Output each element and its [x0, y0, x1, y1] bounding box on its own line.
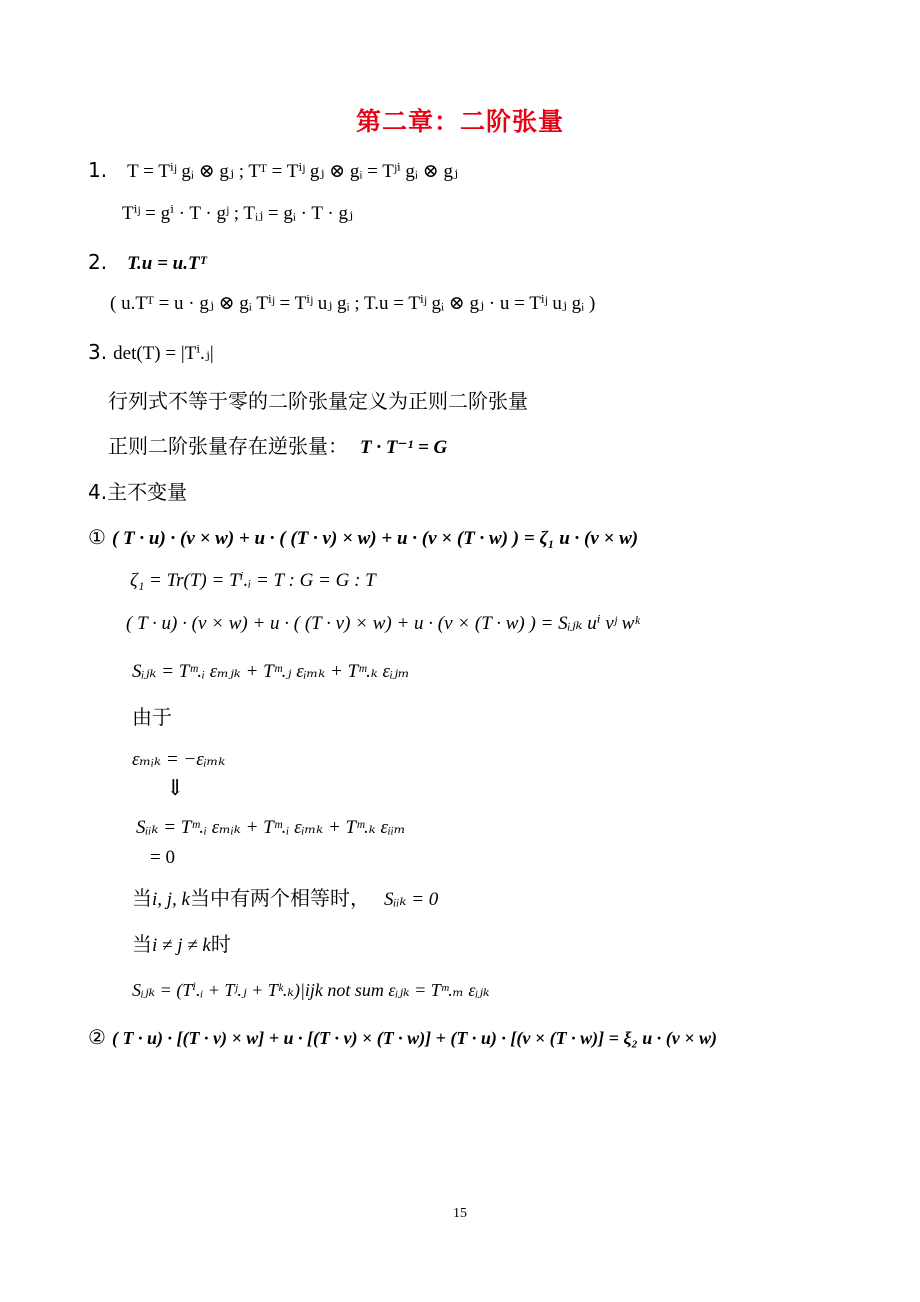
item-1-components: Tⁱʲ = gⁱ · T · gʲ ; Tᵢⱼ = gᵢ · T · gⱼ	[122, 203, 354, 224]
epsilon-antisymmetry: εₘᵢₖ = −εᵢₘₖ	[132, 749, 226, 770]
page-number: 15	[453, 1206, 467, 1221]
case-1-equation: Sᵢᵢₖ = 0	[384, 889, 439, 910]
item-1	[88, 156, 458, 186]
item-3-equation: det(T) = |Tⁱ.ⱼ|	[113, 343, 214, 364]
item-2-proof: ( u.Tᵀ = u · gⱼ ⊗ gᵢ Tⁱʲ = Tⁱʲ uⱼ gᵢ ; T.u = Tⁱʲ gᵢ ⊗ gⱼ · u = Tⁱʲ uⱼ gᵢ )	[110, 293, 596, 314]
case-1-vars: i, j, k	[152, 889, 190, 910]
invariant-2-equation: ( T · u) · [(T · v) × w] + u · [(T · v) × (T · w)] + (T · u) · [(v × (T · w)] = ξ₂ u · (v × w)	[111, 1028, 718, 1048]
invariant-2-line	[88, 1023, 717, 1052]
case-all-distinct	[132, 930, 231, 960]
item-2-equation: T.u = u.Tᵀ	[127, 253, 207, 274]
because-text: 由于	[132, 705, 172, 729]
case-1-text: 当中有两个相等时，	[190, 886, 370, 910]
inverse-tensor-equation: T · T⁻¹ = G	[360, 437, 448, 458]
item-4-heading: 4.主不变量	[88, 480, 188, 504]
inverse-tensor-text: 正则二阶张量存在逆张量：	[108, 434, 348, 458]
case-two-equal	[132, 884, 438, 914]
chapter-title: 第二章：二阶张量	[355, 107, 564, 136]
item-2	[88, 248, 206, 278]
s-iik-equation: Sᵢᵢₖ = Tᵐ.ᵢ εₘᵢₖ + Tᵐ.ᵢ εᵢₘₖ + Tᵐ.ₖ εᵢᵢₘ	[136, 817, 406, 838]
item-2-label: 2.	[88, 250, 108, 274]
regular-tensor-definition: 行列式不等于零的二阶张量定义为正则二阶张量	[108, 389, 528, 413]
item-1-label: 1.	[88, 158, 108, 182]
item-3-label: 3.	[88, 340, 108, 364]
inverse-tensor-line	[108, 432, 447, 462]
implies-arrow-icon: ⇓	[166, 775, 185, 800]
invariant-1-equation: ( T · u) · (v × w) + u · ( (T · v) × w) + u · (v × (T · w) ) = ζ₁ u · (v × w)	[111, 528, 639, 549]
s-ijk-equation: Sᵢⱼₖ = Tᵐ.ᵢ εₘⱼₖ + Tᵐ.ⱼ εᵢₘₖ + Tᵐ.ₖ εᵢⱼₘ	[132, 661, 410, 682]
case-2-vars: i ≠ j ≠ k	[152, 935, 211, 956]
case-2-text: 时	[210, 932, 231, 956]
item-1-equation: T = Tⁱʲ gᵢ ⊗ gⱼ ; Tᵀ = Tⁱʲ gⱼ ⊗ gᵢ = Tʲⁱ gᵢ ⊗ gⱼ	[127, 161, 458, 182]
s-iik-zero: = 0	[150, 847, 175, 868]
zeta-1-equation: ζ₁ = Tr(T) = Tⁱ.ᵢ = T : G = G : T	[130, 570, 376, 591]
case-2-prefix: 当	[132, 932, 152, 956]
case-1-prefix: 当	[132, 886, 152, 910]
circled-one-marker: ①	[88, 525, 106, 549]
item-3	[88, 338, 214, 368]
circled-two-marker: ②	[88, 1025, 106, 1049]
invariant-1-line	[88, 523, 638, 553]
component-sum-equation: ( T · u) · (v × w) + u · ( (T · v) × w) + u · (v × (T · w) ) = Sᵢⱼₖ uⁱ vʲ wᵏ	[126, 613, 640, 634]
s-ijk-distinct-equation: Sᵢⱼₖ = (Tⁱ.ᵢ + Tʲ.ⱼ + Tᵏ.ₖ)|ijk not sum εᵢⱼₖ = Tᵐ.ₘ εᵢⱼₖ	[132, 980, 490, 1000]
